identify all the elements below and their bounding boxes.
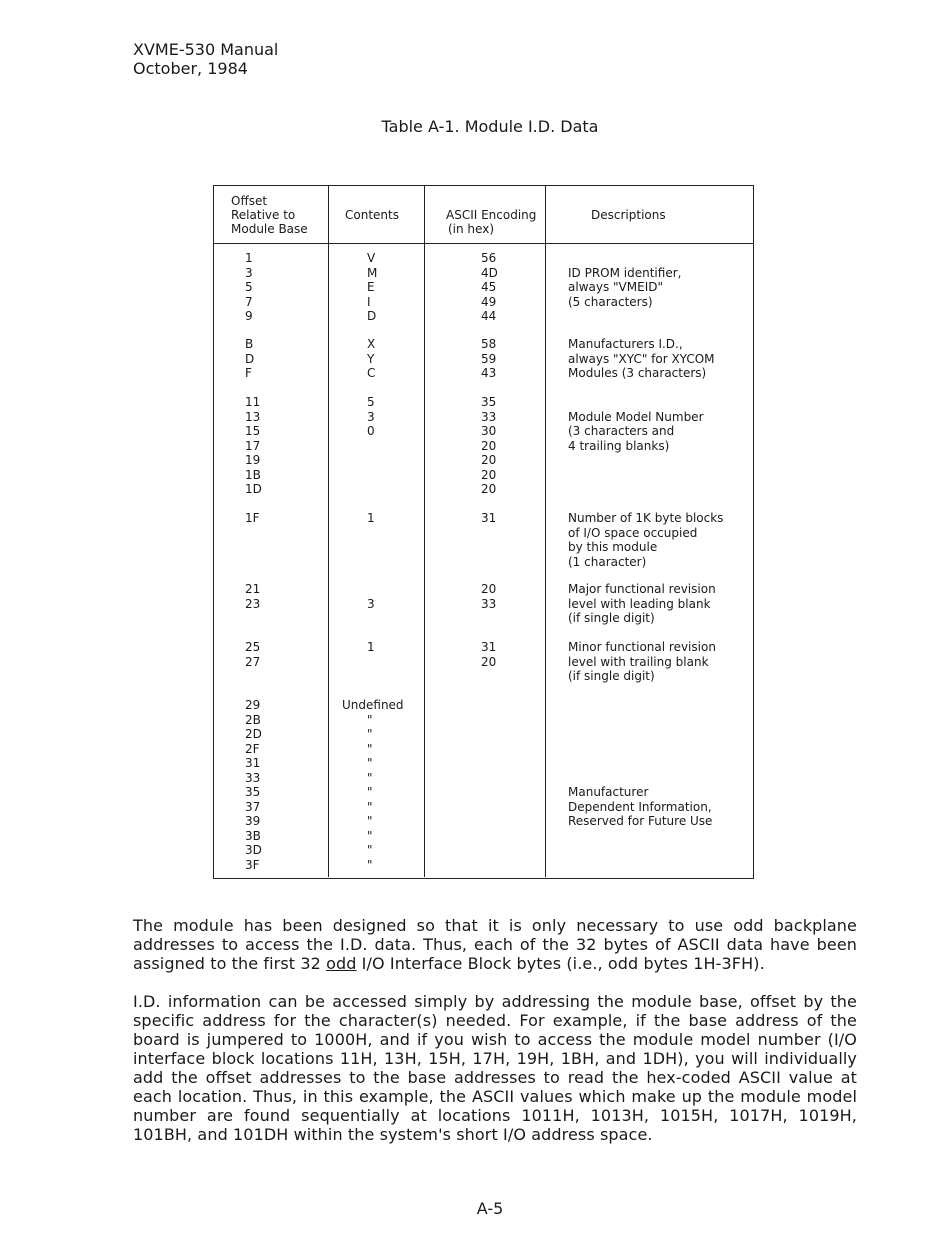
description-line: (3 characters and bbox=[568, 424, 675, 438]
ascii-cell: 45 bbox=[481, 280, 497, 294]
contents-cell: " bbox=[367, 799, 373, 814]
contents-cell: I bbox=[367, 294, 371, 309]
offset-cell: B bbox=[245, 337, 254, 351]
contents-cell: 3 bbox=[367, 409, 375, 424]
ascii-cell: 31 bbox=[481, 640, 497, 654]
header-ascii: ASCII Encoding (in hex) bbox=[446, 208, 537, 236]
contents-cell: 1 bbox=[367, 511, 375, 525]
ascii-cell: 4D bbox=[481, 265, 498, 280]
description-line: Number of 1K byte blocks bbox=[568, 511, 724, 525]
ascii-cell: 44 bbox=[481, 309, 497, 323]
offset-cell: 5 bbox=[245, 280, 253, 294]
ascii-cell: 20 bbox=[481, 453, 497, 467]
offset-cell: 25 bbox=[245, 640, 261, 654]
ascii-cell: 43 bbox=[481, 366, 497, 380]
description-line: (if single digit) bbox=[568, 669, 655, 683]
contents-cell: " bbox=[367, 741, 373, 756]
contents-cell: " bbox=[367, 828, 373, 843]
description-line: always "VMEID" bbox=[568, 280, 663, 294]
description-line: (1 character) bbox=[568, 554, 647, 569]
offset-cell: 23 bbox=[245, 596, 261, 611]
offset-cell: 29 bbox=[245, 698, 261, 712]
contents-cell: 3 bbox=[367, 596, 375, 611]
description-line: by this module bbox=[568, 540, 658, 554]
description-line: Reserved for Future Use bbox=[568, 814, 713, 828]
offset-cell: 3B bbox=[245, 828, 261, 843]
contents-cell: E bbox=[367, 280, 375, 294]
ascii-cell: 49 bbox=[481, 294, 497, 309]
ascii-cell: 31 bbox=[481, 511, 497, 525]
manual-title: XVME-530 Manual bbox=[133, 40, 279, 59]
offset-cell: 33 bbox=[245, 770, 261, 785]
description-line: Modules (3 characters) bbox=[568, 366, 707, 380]
contents-cell: " bbox=[367, 785, 373, 799]
offset-cell: 31 bbox=[245, 756, 261, 770]
contents-cell: 5 bbox=[367, 395, 375, 409]
ascii-cell: 33 bbox=[481, 409, 497, 424]
contents-cell: 0 bbox=[367, 424, 375, 438]
description-line: Module Model Number bbox=[568, 409, 704, 424]
description-line: Minor functional revision bbox=[568, 640, 716, 654]
description-line: Dependent Information, bbox=[568, 799, 712, 814]
offset-cell: 11 bbox=[245, 395, 261, 409]
table-caption: Table A-1. Module I.D. Data bbox=[381, 117, 599, 136]
description-line: Manufacturer bbox=[568, 785, 649, 799]
ascii-cell: 56 bbox=[481, 251, 497, 265]
description-line: of I/O space occupied bbox=[568, 525, 698, 540]
offset-cell: 1 bbox=[245, 251, 253, 265]
ascii-cell: 20 bbox=[481, 467, 497, 482]
page-number: A-5 bbox=[476, 1199, 504, 1218]
description-line: always "XYC" for XYCOM bbox=[568, 351, 715, 366]
offset-cell: 2D bbox=[245, 727, 262, 741]
contents-cell: " bbox=[367, 727, 373, 741]
offset-cell: 13 bbox=[245, 409, 261, 424]
paragraph-2: I.D. information can be accessed simply by addressing the module base, offset by the specific address for the character(s) needed. For example, if the base address of the board is jumpered to 1000H, and if you wish to access the module model number (I/O interface block locations 11H, 13H, 15H, 17H, 19H, 1BH, and 1DH), you will individually add the offset addresses to the base addresses to read the hex-coded ASCII value at each location. Thus, in this example, the ASCII values which make up the module model number are found sequentially at locations 1011H, 1013H, 1015H, 1017H, 1019H, 101BH, and 101DH within the system's short I/O address space. bbox=[133, 992, 857, 1144]
contents-cell: Y bbox=[367, 351, 375, 366]
header-offset: Offset Relative to Module Base bbox=[231, 194, 308, 236]
header-descriptions: Descriptions bbox=[591, 208, 666, 222]
contents-cell: D bbox=[367, 309, 377, 323]
offset-cell: F bbox=[245, 366, 252, 380]
ascii-cell: 59 bbox=[481, 351, 497, 366]
offset-cell: 1F bbox=[245, 511, 260, 525]
offset-cell: 35 bbox=[245, 785, 261, 799]
offset-cell: 3F bbox=[245, 857, 260, 872]
ascii-cell: 20 bbox=[481, 438, 497, 453]
offset-cell: 17 bbox=[245, 438, 261, 453]
description-line: ID PROM identifier, bbox=[568, 265, 682, 280]
header-contents: Contents bbox=[345, 208, 399, 222]
description-line: Major functional revision bbox=[568, 582, 716, 596]
offset-cell: 7 bbox=[245, 294, 253, 309]
description-line: Manufacturers I.D., bbox=[568, 337, 683, 351]
offset-cell: 1D bbox=[245, 482, 262, 496]
ascii-cell: 58 bbox=[481, 337, 497, 351]
underlined-word: odd bbox=[326, 954, 357, 973]
offset-cell: 2B bbox=[245, 712, 261, 727]
contents-cell: Undefined bbox=[342, 698, 404, 712]
manual-date: October, 1984 bbox=[133, 59, 248, 78]
contents-cell: 1 bbox=[367, 640, 375, 654]
description-line: (5 characters) bbox=[568, 294, 653, 309]
contents-cell: " bbox=[367, 857, 373, 872]
contents-cell: X bbox=[367, 337, 376, 351]
ascii-cell: 20 bbox=[481, 582, 497, 596]
contents-cell: " bbox=[367, 712, 373, 727]
offset-cell: 3D bbox=[245, 843, 262, 857]
offset-cell: 1B bbox=[245, 467, 261, 482]
offset-cell: D bbox=[245, 351, 255, 366]
contents-cell: V bbox=[367, 251, 376, 265]
description-line: 4 trailing blanks) bbox=[568, 438, 670, 453]
ascii-cell: 20 bbox=[481, 482, 497, 496]
contents-cell: " bbox=[367, 756, 373, 770]
module-id-table bbox=[213, 185, 754, 879]
ascii-cell: 33 bbox=[481, 596, 497, 611]
paragraph-1: The module has been designed so that it is only necessary to use odd backplane addresses to access the I.D. data. Thus, each of the 32 bytes of ASCII data have been assigned to the first 32 odd I/O Interface Block bytes (i.e., odd bytes 1H-3FH). bbox=[133, 916, 857, 973]
offset-cell: 39 bbox=[245, 814, 261, 828]
description-line: (if single digit) bbox=[568, 611, 655, 625]
header-divider bbox=[214, 243, 753, 244]
offset-cell: 27 bbox=[245, 654, 261, 669]
contents-cell: " bbox=[367, 814, 373, 828]
offset-cell: 37 bbox=[245, 799, 261, 814]
description-line: level with trailing blank bbox=[568, 654, 709, 669]
ascii-cell: 30 bbox=[481, 424, 497, 438]
column-divider bbox=[545, 186, 546, 877]
column-divider bbox=[328, 186, 329, 877]
contents-cell: C bbox=[367, 366, 376, 380]
offset-cell: 15 bbox=[245, 424, 261, 438]
contents-cell: " bbox=[367, 843, 373, 857]
offset-cell: 21 bbox=[245, 582, 261, 596]
offset-cell: 19 bbox=[245, 453, 261, 467]
ascii-cell: 35 bbox=[481, 395, 497, 409]
offset-cell: 2F bbox=[245, 741, 260, 756]
ascii-cell: 20 bbox=[481, 654, 497, 669]
contents-cell: " bbox=[367, 770, 373, 785]
contents-cell: M bbox=[367, 265, 378, 280]
offset-cell: 3 bbox=[245, 265, 253, 280]
column-divider bbox=[424, 186, 425, 877]
offset-cell: 9 bbox=[245, 309, 253, 323]
description-line: level with leading blank bbox=[568, 596, 711, 611]
page-header bbox=[133, 40, 278, 78]
